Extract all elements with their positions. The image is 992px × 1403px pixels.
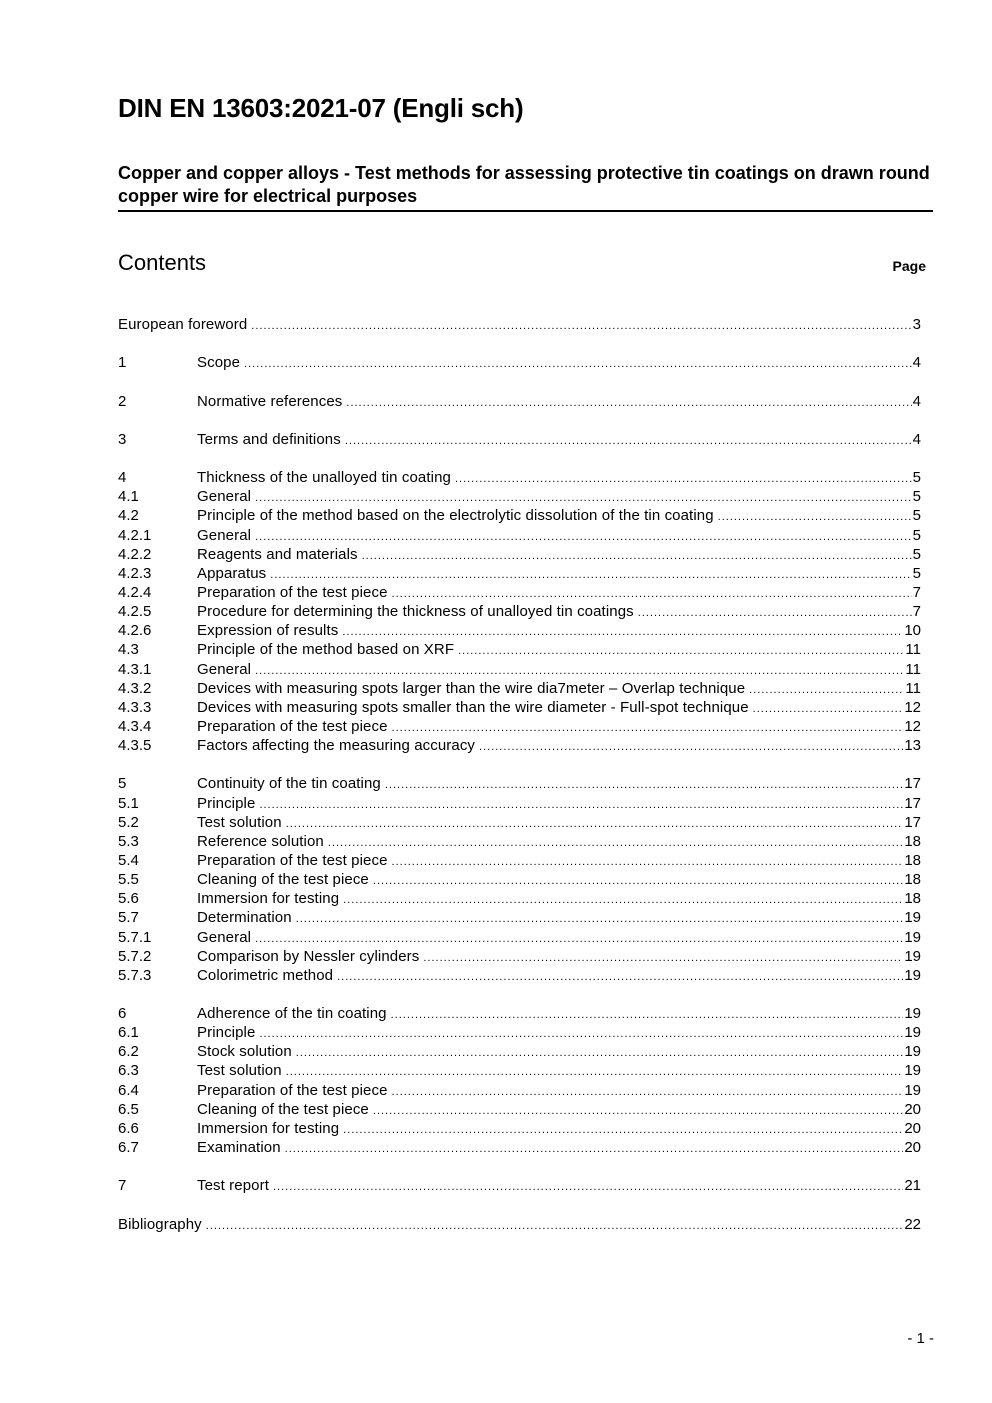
toc-entry[interactable]: [118, 526, 921, 545]
toc-entry-page: 4: [912, 354, 921, 372]
toc-entry-page: 5: [912, 564, 921, 582]
toc-dot-leader: [296, 1044, 904, 1063]
toc-entry-page: 5: [912, 507, 921, 525]
toc-entry[interactable]: [118, 640, 921, 659]
toc-entry[interactable]: [118, 1042, 921, 1061]
toc-entry[interactable]: [118, 602, 921, 621]
toc-entry-page: 5: [912, 526, 921, 544]
toc-entry-number: 5.7.3: [118, 966, 152, 984]
toc-entry[interactable]: [118, 679, 921, 698]
toc-entry-page: 19: [904, 1081, 921, 1099]
toc-entry-title: General: [197, 526, 252, 544]
toc-entry-title: Apparatus: [197, 564, 267, 582]
toc-entry-title: Determination: [197, 909, 292, 927]
toc-entry-number: 4.2: [118, 507, 139, 525]
toc-dot-leader: [206, 1217, 904, 1236]
toc-entry[interactable]: [118, 660, 921, 679]
toc-entry-number: 7: [118, 1177, 127, 1195]
toc-entry-number: 6.1: [118, 1024, 139, 1042]
toc-entry-page: 17: [904, 775, 921, 793]
toc-entry-number: 4.2.3: [118, 564, 152, 582]
toc-entry-title: Preparation of the test piece: [197, 583, 388, 601]
toc-entry-page: 4: [912, 392, 921, 410]
toc-entry-number: 5.2: [118, 813, 139, 831]
toc-entry-page: 12: [904, 698, 921, 716]
page-number: - 1 -: [907, 1330, 934, 1347]
toc-entry-title: Procedure for determining the thickness of unalloyed tin coatings: [197, 603, 634, 621]
toc-entry-title: Test solution: [197, 813, 282, 831]
toc-entry-page: 20: [904, 1119, 921, 1137]
toc-entry-page: 19: [904, 928, 921, 946]
toc-dot-leader: [479, 738, 903, 757]
toc-entry-title: Colorimetric method: [197, 966, 334, 984]
toc-dot-leader: [328, 834, 903, 853]
toc-dot-leader: [343, 891, 903, 910]
toc-entry-title: Thickness of the unalloyed tin coating: [197, 469, 451, 487]
toc-entry-page: 17: [904, 813, 921, 831]
toc-dot-leader: [273, 1178, 903, 1197]
toc-dot-leader: [244, 355, 912, 374]
table-of-contents: [118, 315, 921, 1234]
toc-dot-leader: [343, 1121, 903, 1140]
toc-entry-title: Continuity of the tin coating: [197, 775, 381, 793]
toc-entry-title: European foreword: [118, 316, 248, 333]
toc-dot-leader: [753, 700, 904, 719]
toc-entry-page: 20: [904, 1100, 921, 1118]
toc-entry-number: 2: [118, 392, 127, 410]
toc-dot-leader: [638, 604, 912, 623]
toc-entry-number: 5.3: [118, 832, 139, 850]
toc-entry[interactable]: [118, 1176, 921, 1195]
toc-entry[interactable]: [118, 966, 921, 985]
toc-dot-leader: [373, 1102, 903, 1121]
toc-entry-number: 3: [118, 430, 127, 448]
toc-dot-leader: [251, 317, 911, 336]
toc-entry-title: Preparation of the test piece: [197, 717, 388, 735]
toc-entry[interactable]: [118, 621, 921, 640]
toc-entry[interactable]: [118, 851, 921, 870]
toc-dot-leader: [423, 949, 903, 968]
toc-entry-page: 13: [904, 737, 921, 755]
toc-entry[interactable]: [118, 928, 921, 947]
toc-entry-title: Adherence of the tin coating: [197, 1005, 387, 1023]
toc-entry[interactable]: [118, 870, 921, 889]
toc-entry-title: Bibliography: [118, 1215, 202, 1233]
toc-entry-number: 4.1: [118, 488, 139, 506]
toc-entry-page: 17: [904, 794, 921, 812]
toc-dot-leader: [373, 872, 903, 891]
toc-entry-title: Expression of results: [197, 622, 339, 640]
toc-entry-title: Comparison by Nessler cylinders: [197, 947, 420, 965]
toc-entry-number: 5.5: [118, 871, 139, 889]
toc-entry-number: 5.7: [118, 909, 139, 927]
toc-dot-leader: [458, 642, 904, 661]
toc-entry-number: 4.3: [118, 641, 139, 659]
toc-entry-title: Terms and definitions: [197, 430, 341, 448]
toc-entry-title: Preparation of the test piece: [197, 851, 388, 869]
toc-entry[interactable]: [118, 1061, 921, 1080]
toc-entry-title: Immersion for testing: [197, 890, 340, 908]
toc-entry[interactable]: [118, 468, 921, 487]
toc-entry-page: 11: [905, 660, 921, 678]
toc-entry-page: 11: [905, 641, 921, 659]
toc-entry[interactable]: [118, 736, 921, 755]
toc-entry-number: 5.7.2: [118, 947, 152, 965]
toc-entry-number: 5.1: [118, 794, 139, 812]
toc-entry-number: 6: [118, 1005, 127, 1023]
toc-entry[interactable]: [118, 813, 921, 832]
toc-entry-title: Examination: [197, 1139, 281, 1157]
toc-entry-number: 4.2.5: [118, 603, 152, 621]
toc-entry[interactable]: [118, 1215, 921, 1234]
toc-dot-leader: [455, 470, 912, 489]
toc-entry[interactable]: [118, 583, 921, 602]
toc-entry-number: 5.7.1: [118, 928, 152, 946]
toc-entry[interactable]: [118, 564, 921, 583]
toc-entry[interactable]: [118, 832, 921, 851]
toc-entry-title: Principle of the method based on the electrolytic dissolution of the tin coating: [197, 507, 714, 525]
toc-entry-number: 1: [118, 354, 127, 372]
toc-entry-number: 4.3.5: [118, 737, 152, 755]
toc-dot-leader: [259, 796, 903, 815]
toc-entry-page: 19: [904, 1024, 921, 1042]
toc-entry-number: 6.2: [118, 1043, 139, 1061]
toc-entry-page: 11: [905, 679, 921, 697]
toc-entry-title: General: [197, 660, 252, 678]
toc-dot-leader: [286, 815, 904, 834]
toc-entry-title: Immersion for testing: [197, 1119, 340, 1137]
toc-entry-number: 4.2.4: [118, 583, 152, 601]
toc-dot-leader: [346, 394, 911, 413]
toc-entry-number: 4: [118, 469, 127, 487]
toc-entry-title: Cleaning of the test piece: [197, 1100, 369, 1118]
toc-entry-title: Test solution: [197, 1062, 282, 1080]
toc-entry-page: 7: [912, 583, 921, 601]
toc-entry[interactable]: [118, 889, 921, 908]
toc-entry-page: 21: [904, 1177, 921, 1195]
toc-entry-title: Cleaning of the test piece: [197, 871, 369, 889]
toc-entry-title: Principle of the method based on XRF: [197, 641, 455, 659]
toc-entry[interactable]: [118, 1100, 921, 1119]
toc-entry-title: General: [197, 488, 252, 506]
toc-dot-leader: [285, 1140, 904, 1159]
toc-entry-title: Reference solution: [197, 832, 324, 850]
toc-entry-title: Stock solution: [197, 1043, 292, 1061]
toc-entry[interactable]: [118, 1119, 921, 1138]
toc-entry-number: 4.2.2: [118, 545, 152, 563]
toc-dot-leader: [259, 1025, 903, 1044]
toc-dot-leader: [337, 968, 903, 987]
toc-entry-page: 10: [904, 622, 921, 640]
toc-entry[interactable]: [118, 487, 921, 506]
toc-entry-page: 18: [904, 871, 921, 889]
page-column-label: Page: [892, 258, 926, 274]
toc-entry-title: General: [197, 928, 252, 946]
toc-entry-page: 12: [904, 717, 921, 735]
toc-entry[interactable]: [118, 1004, 921, 1023]
toc-dot-leader: [362, 547, 912, 566]
toc-entry-number: 4.3.1: [118, 660, 152, 678]
toc-dot-leader: [718, 508, 912, 527]
toc-entry-title: Factors affecting the measuring accuracy: [197, 737, 476, 755]
toc-entry-page: 19: [904, 909, 921, 927]
toc-dot-leader: [392, 1083, 904, 1102]
toc-entry-number: 5.4: [118, 851, 139, 869]
toc-entry[interactable]: [118, 698, 921, 717]
toc-entry-number: 5.6: [118, 890, 139, 908]
toc-entry-page: 3: [912, 316, 921, 333]
toc-entry[interactable]: [118, 794, 921, 813]
toc-dot-leader: [391, 1006, 904, 1025]
toc-entry-title: Principle: [197, 1024, 256, 1042]
toc-entry-number: 6.4: [118, 1081, 139, 1099]
toc-entry-page: 4: [912, 430, 921, 448]
toc-entry-page: 19: [904, 1062, 921, 1080]
toc-entry[interactable]: [118, 353, 921, 372]
toc-entry-page: 18: [904, 890, 921, 908]
toc-entry-page: 20: [904, 1139, 921, 1157]
toc-entry-page: 5: [912, 469, 921, 487]
toc-entry-number: 6.7: [118, 1139, 139, 1157]
toc-dot-leader: [392, 853, 904, 872]
toc-entry-page: 19: [904, 966, 921, 984]
toc-entry[interactable]: [118, 545, 921, 564]
toc-entry-number: 6.6: [118, 1119, 139, 1137]
toc-dot-leader: [385, 776, 903, 795]
toc-entry-page: 5: [912, 545, 921, 563]
toc-entry-number: 4.2.6: [118, 622, 152, 640]
toc-entry-title: Scope: [197, 354, 241, 372]
toc-entry-title: Devices with measuring spots larger than the wire dia7meter – Overlap technique: [197, 679, 746, 697]
toc-entry[interactable]: [118, 774, 921, 793]
toc-entry-page: 19: [904, 1043, 921, 1061]
toc-entry-page: 22: [904, 1215, 921, 1233]
toc-entry-page: 18: [904, 832, 921, 850]
toc-entry-page: 19: [904, 1005, 921, 1023]
toc-entry[interactable]: [118, 1081, 921, 1100]
toc-entry-title: Normative references: [197, 392, 343, 410]
document-subtitle: Copper and copper alloys - Test methods for assessing protective tin coatings on drawn round copper wire for electrical purposes: [118, 162, 933, 212]
toc-entry[interactable]: [118, 506, 921, 525]
toc-entry-number: 4.2.1: [118, 526, 152, 544]
toc-entry[interactable]: [118, 392, 921, 411]
toc-entry-page: 5: [912, 488, 921, 506]
toc-entry-title: Test report: [197, 1177, 269, 1195]
toc-entry-number: 4.3.3: [118, 698, 152, 716]
toc-entry-page: 7: [912, 603, 921, 621]
toc-entry[interactable]: [118, 1023, 921, 1042]
toc-dot-leader: [345, 432, 912, 451]
toc-entry[interactable]: [118, 430, 921, 449]
toc-entry-title: Devices with measuring spots smaller than the wire diameter - Full-spot technique: [197, 698, 749, 716]
toc-entry-number: 4.3.2: [118, 679, 152, 697]
toc-entry-number: 4.3.4: [118, 717, 152, 735]
toc-entry-title: Principle: [197, 794, 256, 812]
toc-dot-leader: [749, 681, 904, 700]
contents-heading: Contents: [118, 250, 207, 275]
toc-entry-number: 6.5: [118, 1100, 139, 1118]
toc-entry-title: Reagents and materials: [197, 545, 358, 563]
toc-entry[interactable]: [118, 1138, 921, 1157]
toc-entry-page: 19: [904, 947, 921, 965]
toc-entry[interactable]: [118, 717, 921, 736]
toc-entry[interactable]: [118, 947, 921, 966]
toc-dot-leader: [296, 910, 904, 929]
toc-entry-page: 18: [904, 851, 921, 869]
toc-entry-number: 6.3: [118, 1062, 139, 1080]
toc-entry[interactable]: [118, 908, 921, 927]
toc-entry-title: Preparation of the test piece: [197, 1081, 388, 1099]
document-id: DIN EN 13603:2021-07 (Engli sch): [118, 93, 524, 123]
toc-entry[interactable]: [118, 315, 921, 334]
toc-entry-number: 5: [118, 775, 127, 793]
